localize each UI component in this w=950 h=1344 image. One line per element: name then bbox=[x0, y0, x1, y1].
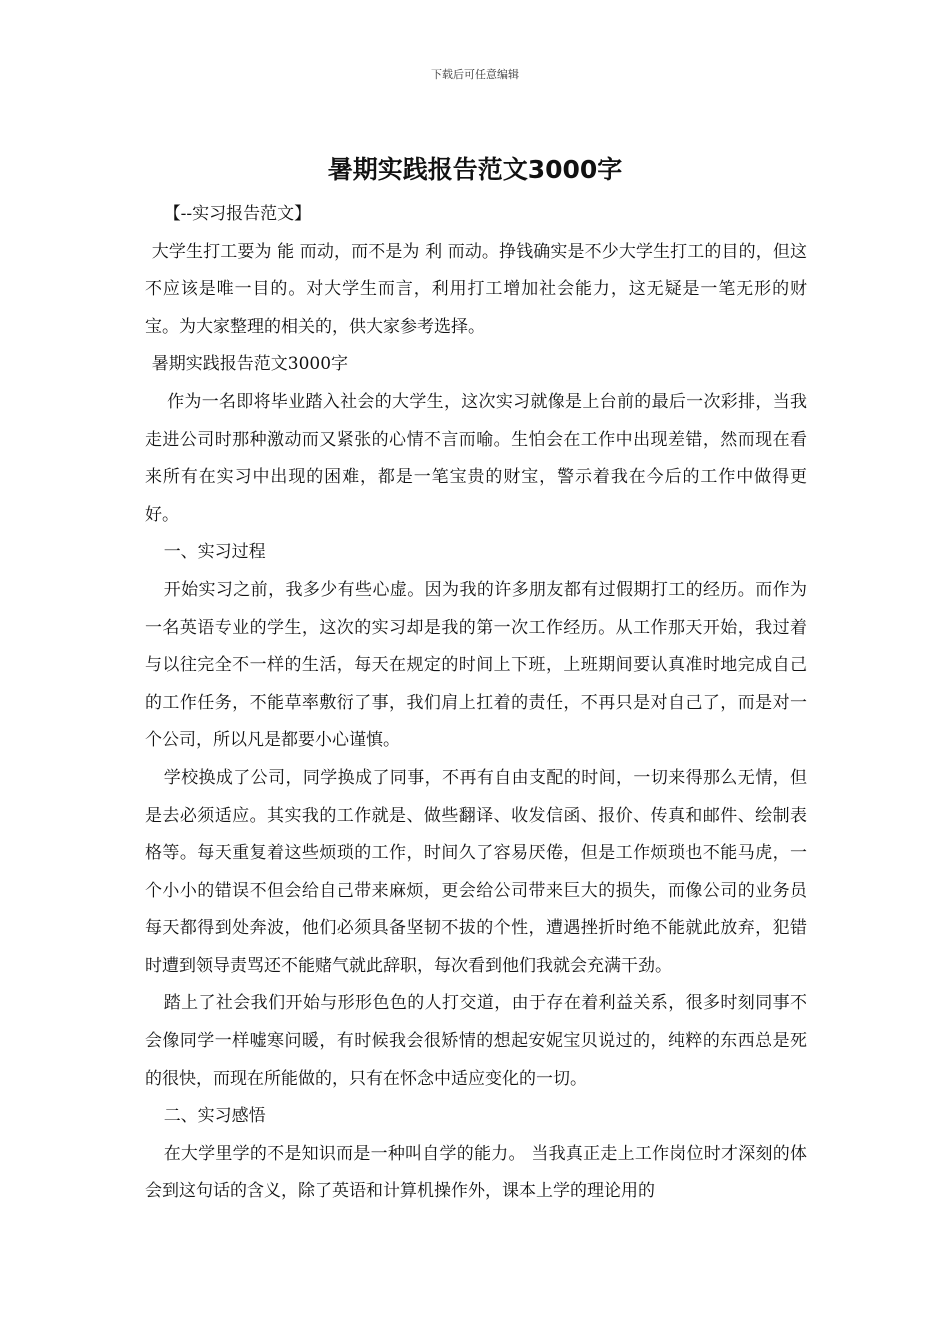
section-heading: 二、实习感悟 bbox=[163, 1106, 266, 1127]
document-title: 暑期实践报告范文3000字 bbox=[327, 155, 623, 184]
source-tag: 【--实习报告范文】 bbox=[163, 204, 312, 224]
subtitle-line: 暑期实践报告范文3000字 bbox=[151, 354, 349, 375]
section-heading: 一、实习过程 bbox=[163, 542, 266, 563]
body-paragraph: 学校换成了公司，同学换成了同事，不再有自由支配的时间，一切来得那么无情，但是去必须适应。其实我的工作就是、做些翻译、收发信函、报价、传真和邮件、绘制表格等。每天重复着这些烦琐的工作，时间久了容易厌倦，但是工作烦琐也不能马虎，一个小小的错误不但会给自己带来麻烦，更会给公司带来巨大的损失，而像公司的业务员每天都得到处奔波，他们必须具备坚韧不拔的个性，遭遇挫折时绝不能就此放弃，犯错时遭到领导责骂还不能赌气就此辞职，每次看到他们我就会充满干劲。 bbox=[145, 767, 807, 976]
body-paragraph: 开始实习之前，我多少有些心虚。因为我的许多朋友都有过假期打工的经历。而作为一名英语专业的学生，这次的实习却是我的第一次工作经历。从工作那天开始，我过着与以往完全不一样的生活，每天在规定的时间上下班，上班期间要认真准时地完成自己的工作任务，不能草率敷衍了事，我们肩上扛着的责任，不再只是对自己了，而是对一个公司，所以凡是都要小心谨慎。 bbox=[145, 579, 807, 751]
body-paragraph: 踏上了社会我们开始与形形色色的人打交道，由于存在着利益关系，很多时刻同事不会像同学一样嘘寒问暖，有时候我会很矫情的想起安妮宝贝说过的，纯粹的东西总是死的很快，而现在所能做的，只有在怀念中适应变化的一切。 bbox=[145, 993, 807, 1089]
page-header-note: 下载后可任意编辑 bbox=[431, 68, 519, 81]
body-paragraph: 作为一名即将毕业踏入社会的大学生，这次实习就像是上台前的最后一次彩排，当我走进公司时那种激动而又紧张的心情不言而喻。生怕会在工作中出现差错，然而现在看来所有在实习中出现的困难，都是一笔宝贵的财宝，警示着我在今后的工作中做得更好。 bbox=[145, 391, 807, 525]
intro-paragraph: 大学生打工要为 能 而动，而不是为 利 而动。挣钱确实是不少大学生打工的目的，但这不应该是唯一目的。对大学生而言，利用打工增加社会能力，这无疑是一笔无形的财宝。为大家整理的相关的，供大家参考选择。 bbox=[145, 241, 807, 337]
body-paragraph: 在大学里学的不是知识而是一种叫自学的能力。 当我真正走上工作岗位时才深刻的体会到这句话的含义，除了英语和计算机操作外，课本上学的理论用的 bbox=[145, 1143, 807, 1202]
document-body bbox=[145, 196, 807, 1211]
